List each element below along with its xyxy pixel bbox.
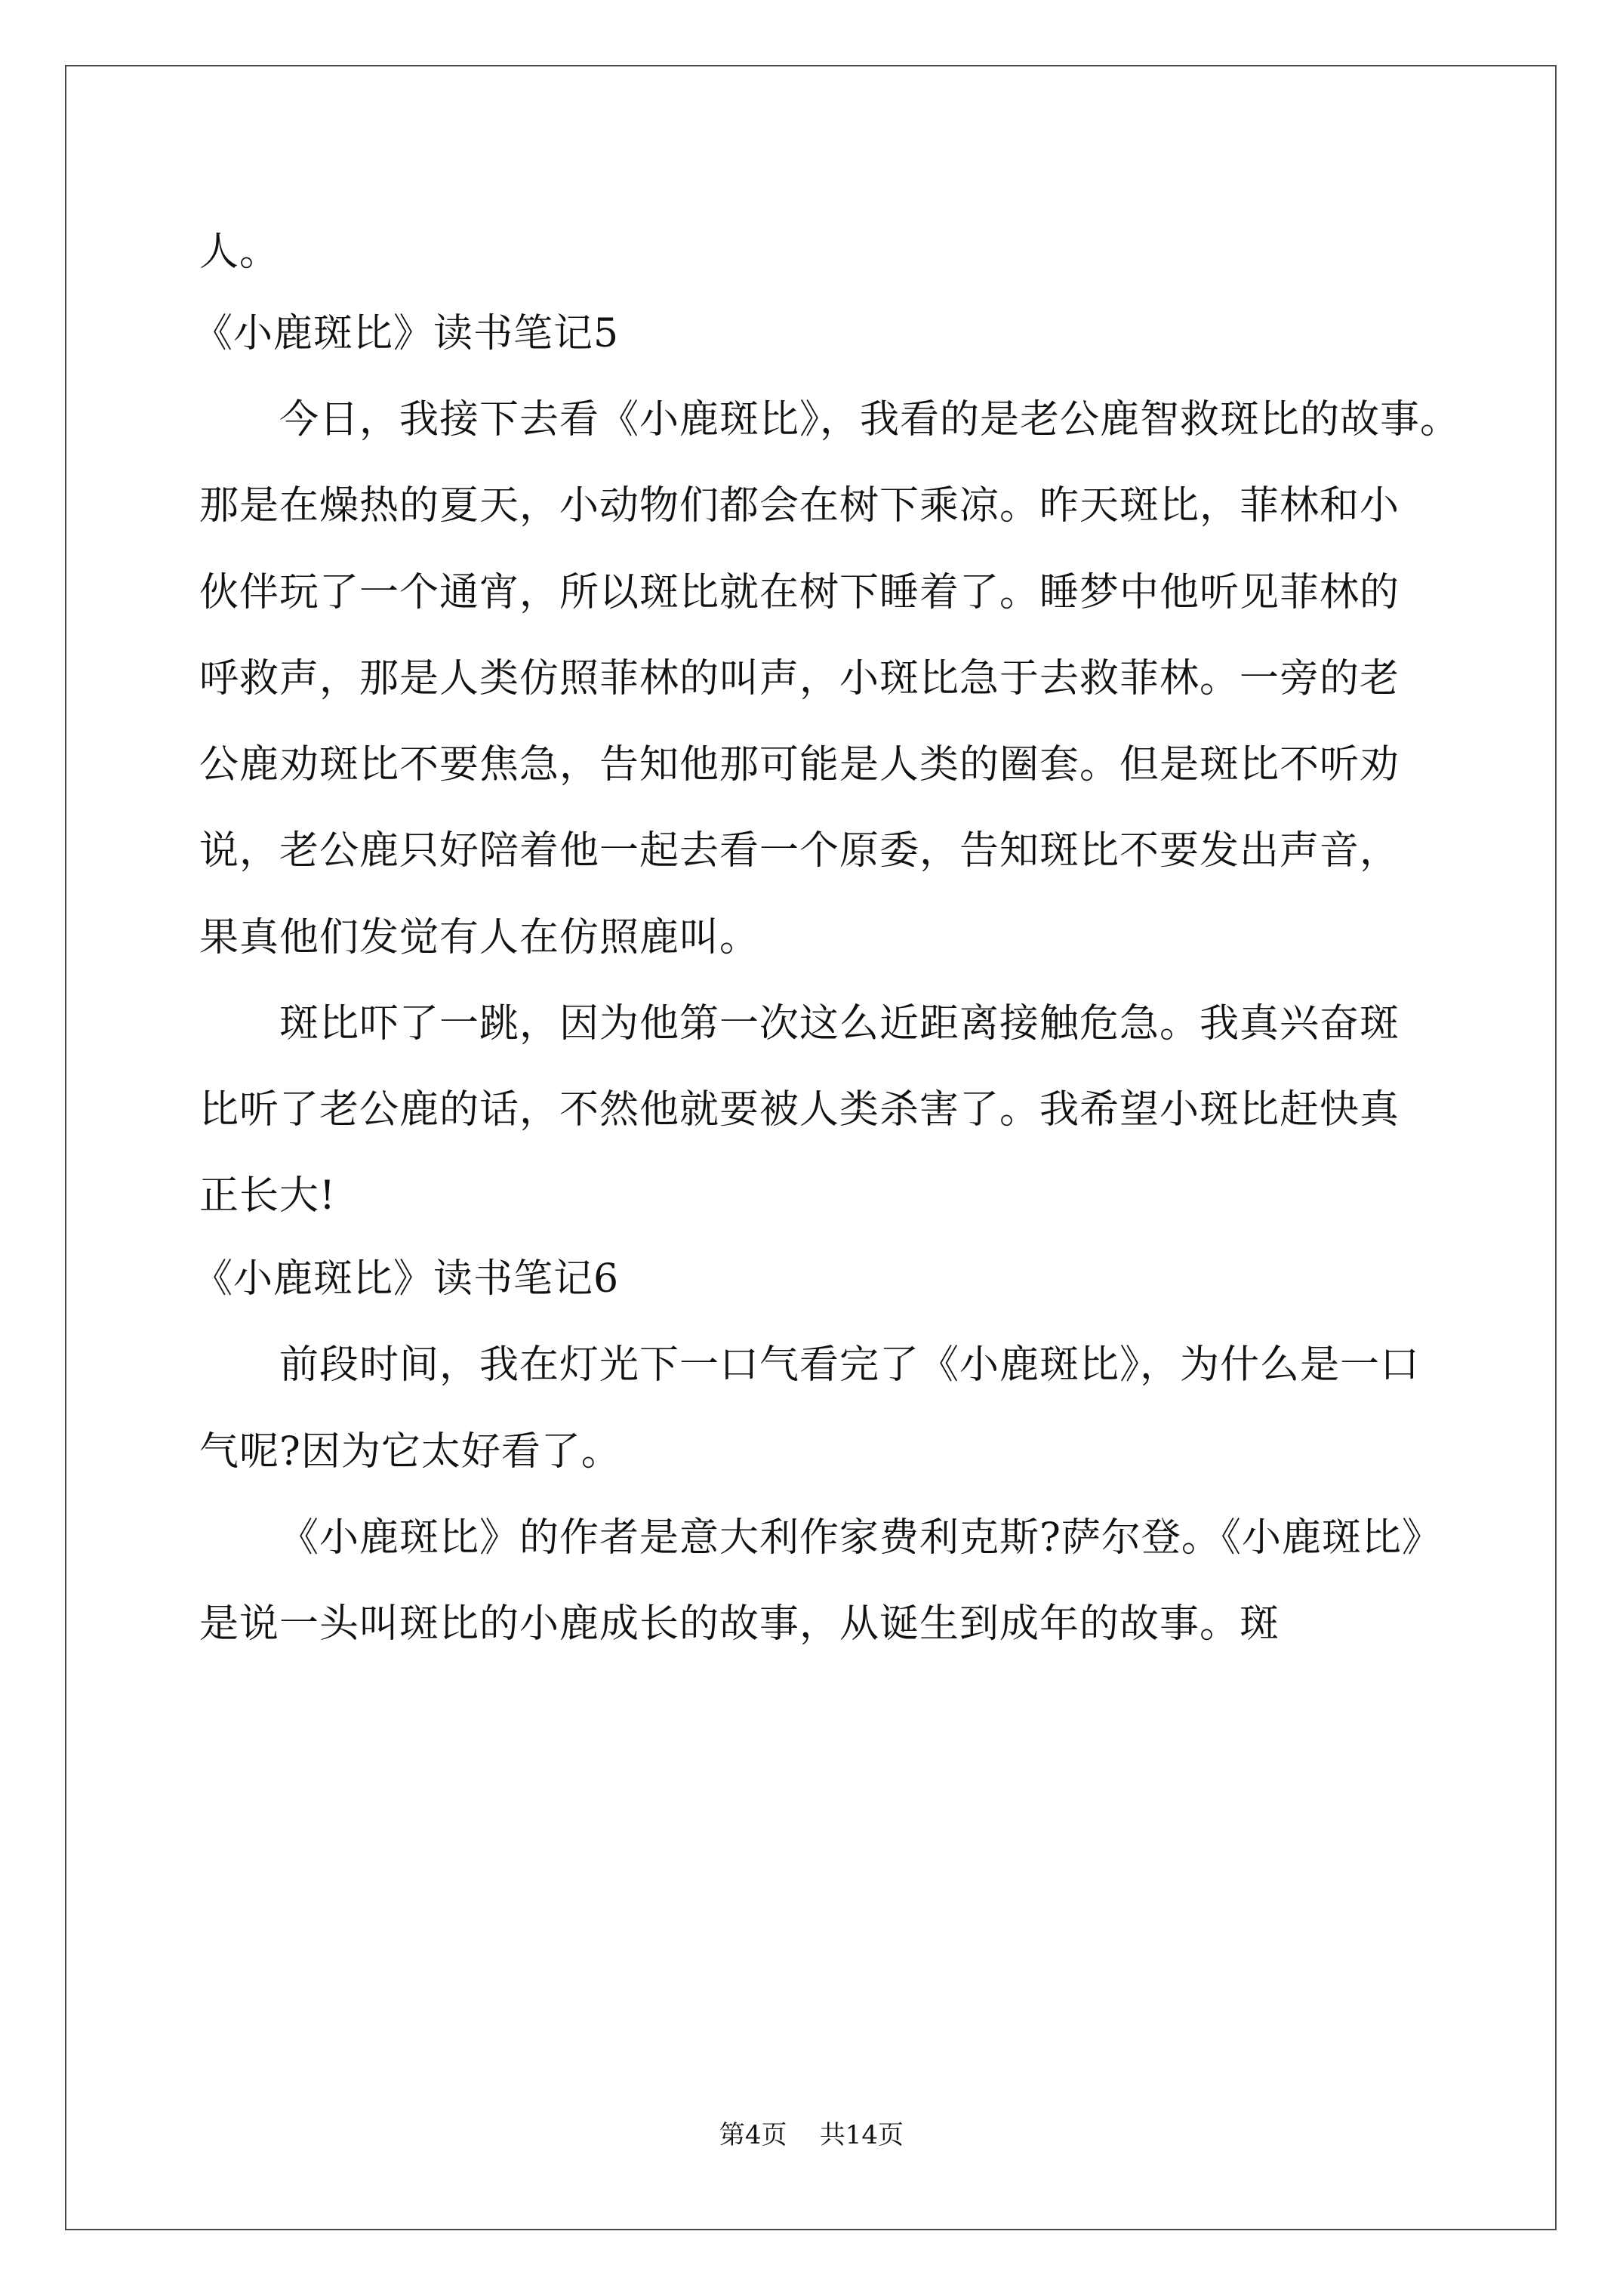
paragraph-line-12: 气呢?因为它太好看了。 <box>199 1429 621 1475</box>
paragraph-line-13: 《小鹿斑比》的作者是意大利作家费利克斯?萨尔登。《小鹿斑比》 <box>279 1515 1442 1561</box>
section-heading-5: 《小鹿斑比》读书笔记5 <box>193 311 620 356</box>
paragraph-line-2: 那是在燥热的夏天，小动物们都会在树下乘凉。昨天斑比，菲林和小 <box>199 483 1400 529</box>
paragraph-line-6: 说，老公鹿只好陪着他一起去看一个原委，告知斑比不要发出声音， <box>199 828 1400 874</box>
paragraph-line-9: 比听了老公鹿的话，不然他就要被人类杀害了。我希望小斑比赶快真 <box>199 1087 1400 1133</box>
text-line-1: 人。 <box>199 230 280 275</box>
paragraph-line-10: 正长大! <box>199 1173 336 1219</box>
paragraph-line-4: 呼救声，那是人类仿照菲林的叫声，小斑比急于去救菲林。一旁的老 <box>199 656 1400 701</box>
paragraph-line-7: 果真他们发觉有人在仿照鹿叫。 <box>199 915 760 960</box>
paragraph-line-14: 是说一头叫斑比的小鹿成长的故事，从诞生到成年的故事。斑 <box>199 1601 1280 1647</box>
paragraph-line-11: 前段时间，我在灯光下一口气看完了《小鹿斑比》，为什么是一口 <box>279 1342 1421 1388</box>
paragraph-line-1: 今日，我接下去看《小鹿斑比》，我看的是老公鹿智救斑比的故事。 <box>279 397 1461 442</box>
paragraph-line-3: 伙伴玩了一个通宵，所以斑比就在树下睡着了。睡梦中他听见菲林的 <box>199 570 1400 615</box>
section-heading-6: 《小鹿斑比》读书笔记6 <box>193 1256 620 1302</box>
paragraph-line-5: 公鹿劝斑比不要焦急，告知他那可能是人类的圈套。但是斑比不听劝 <box>199 742 1400 787</box>
page-border <box>65 65 1557 2230</box>
page-footer: 第4页 共14页 <box>719 2120 904 2150</box>
paragraph-line-8: 斑比吓了一跳，因为他第一次这么近距离接触危急。我真兴奋斑 <box>279 1001 1400 1046</box>
